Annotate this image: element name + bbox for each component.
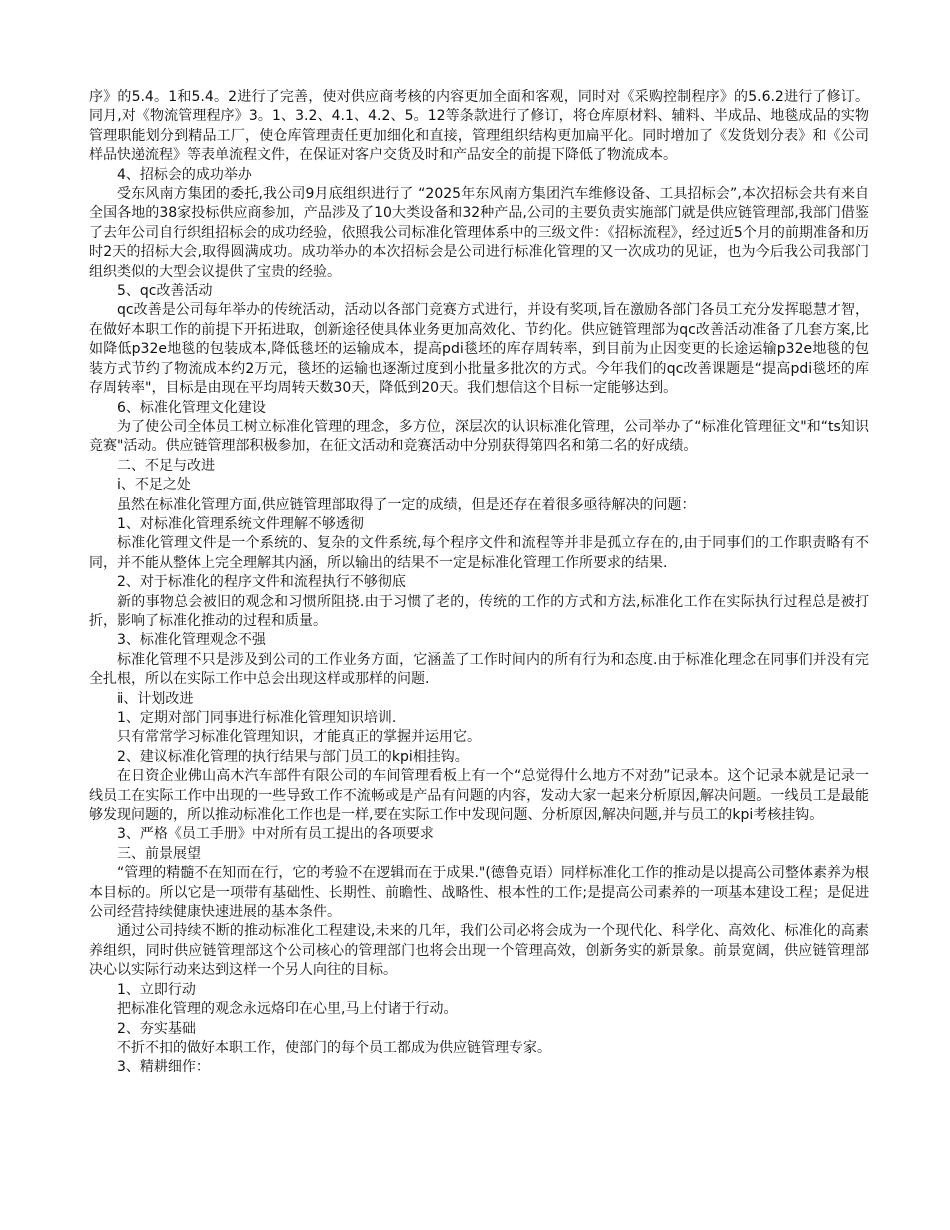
paragraph: 序》的5.4。1和5.4。2进行了完善，使对供应商考核的内容更加全面和客观，同时对《采购控制程序》的5.6.2进行了修订。同月,对《物流管理程序》3。1、3.2、4.1、4.2、5。12等条款进行了修订，将仓库原材料、辅料、半成品、地毯成品的实物管理职能划分到精品工厂，使仓库管理责任更加细化和直接，管理组织结构更加扁平化。同时增加了《发货划分表》和《公司样品快递流程》等表单流程文件，在保证对客户交货及时和产品安全的前提下降低了物流成本。 bbox=[89, 89, 869, 164]
paragraph: 新的事物总会被旧的观念和习惯所阻挠.由于习惯了老的，传统的工作的方式和方法,标准化工作在实际执行过程总是被打折，影响了标准化推动的过程和质量。 bbox=[89, 593, 869, 629]
paragraph: 2、对于标准化的程序文件和流程执行不够彻底 bbox=[117, 574, 406, 591]
paragraph: 标准化管理文件是一个系统的、复杂的文件系统,每个程序文件和流程等并非是孤立存在的,由于同事们的工作职责略有不同，并不能从整体上完全理解其内涵，所以输出的结果不一定是标准化管理工作所要求的结果. bbox=[89, 535, 869, 571]
paragraph: 1、对标准化管理系统文件理解不够透彻 bbox=[117, 515, 364, 532]
paragraph: 把标准化管理的观念永远烙印在心里,马上付诸于行动。 bbox=[117, 1001, 458, 1018]
paragraph: 三、前景展望 bbox=[117, 845, 201, 862]
paragraph: 不折不扣的做好本职工作，使部门的每个员工都成为供应链管理专家。 bbox=[117, 1039, 551, 1056]
paragraph: 5、qc改善活动 bbox=[117, 283, 213, 300]
paragraph: 受东风南方集团的委托,我公司9月底组织进行了 “2025年东风南方集团汽车维修设备、工具招标会”,本次招标会共有来自全国各地的38家投标供应商参加，产品涉及了10大类设备和32种产品,公司的主要负责实施部门就是供应链管理部,我部门借鉴了去年公司自行织组招标会的成功经验，依照我公司标准化管理体系中的三级文件：《招标流程》，经过近5个月的前期准备和历时2天的招标大会,取得圆满成功。成功举办的本次招标会是公司进行标准化管理的又一次成功的见证，也为今后我公司我部门组织类似的大型会议提供了宝贵的经验。 bbox=[89, 186, 869, 280]
paragraph: 只有常常学习标准化管理知识，才能真正的掌握并运用它。 bbox=[117, 729, 481, 746]
paragraph: 3、标准化管理观念不强 bbox=[117, 632, 266, 649]
paragraph: qc改善是公司每年举办的传统活动，活动以各部门竞赛方式进行，并设有奖项,旨在激励各部门各员工充分发挥聪慧才智，在做好本职工作的前提下开拓进取，创新途径使具体业务更加高效化、节约化。供应链管理部为qc改善活动准备了几套方案,比如降低p32e地毯的包装成本,降低毯坯的运输成本，提高pdi毯坯的库存周转率，到目前为止因变更的长途运输p32e地毯的包装方式节约了物流成本约2万元，毯坯的运输也逐渐过度到小批量多批次的方式。今年我们的qc改善课题是“提高pdi毯坯的库存周转率"，目标是由现在平均周转天数30天，降低到20天。我们想信这个目标一定能够达到。 bbox=[89, 302, 869, 397]
document-body bbox=[89, 88, 869, 1078]
paragraph: 为了使公司全体员工树立标准化管理的理念，多方位，深层次的认识标准化管理，公司举办了“标准化管理征文"和“ts知识竞赛"活动。供应链管理部积极参加，在征文活动和竞赛活动中分别获得第四名和第二名的好成绩。 bbox=[89, 418, 869, 455]
paragraph: 2、建议标准化管理的执行结果与部门员工的kpi相挂钩。 bbox=[117, 748, 469, 765]
paragraph: 在日资企业佛山高木汽车部件有限公司的车间管理看板上有一个“总觉得什么地方不对劲”记录本。这个记录本就是记录一线员工在实际工作中出现的一些导致工作不流畅或是产品有问题的内容，发动大家一起来分析原因,解决问题。一线员工是最能够发现问题的，所以推动标准化工作也是一样,要在实际工作中发现问题、分析原因,解决问题,并与员工的kpi考核挂钩。 bbox=[89, 768, 869, 824]
paragraph: 2、夯实基础 bbox=[117, 1020, 196, 1037]
paragraph: 二、不足与改进 bbox=[117, 457, 215, 474]
paragraph: ⅱ、计划改进 bbox=[117, 690, 194, 707]
paragraph: 3、精耕细作： bbox=[117, 1059, 210, 1076]
paragraph: 4、招标会的成功举办 bbox=[117, 166, 252, 183]
paragraph: ⅰ、不足之处 bbox=[117, 477, 191, 494]
paragraph: 1、定期对部门同事进行标准化管理知识培训. bbox=[117, 710, 397, 726]
paragraph: 3、严格《员工手册》中对所有员工提出的各项要求 bbox=[117, 826, 434, 843]
paragraph: 虽然在标准化管理方面,供应链管理部取得了一定的成绩，但是还存在着很多亟待解决的问题： bbox=[117, 496, 696, 513]
paragraph: “管理的精髓不在知而在行，它的考验不在逻辑而在于成果."(德鲁克语）同样标准化工作的推动是以提高公司整体素养为根本目标的。所以它是一项带有基础性、长期性、前瞻性、战略性、根本性的工作;是提高公司素养的一项基本建设工程；是促进公司经营持续健康快速进展的基本条件。 bbox=[89, 865, 869, 921]
paragraph: 6、标准化管理文化建设 bbox=[117, 399, 266, 416]
paragraph: 通过公司持续不断的推动标准化工程建设,未来的几年，我们公司必将会成为一个现代化、科学化、高效化、标准化的高素养组织，同时供应链管理部这个公司核心的管理部门也将会出现一个管理高效，创新务实的新景象。前景宽阔，供应链管理部决心以实际行动来达到这样一个另人向往的目标。 bbox=[89, 923, 869, 979]
paragraph: 1、立即行动 bbox=[117, 981, 196, 998]
paragraph: 标准化管理不只是涉及到公司的工作业务方面，它涵盖了工作时间内的所有行为和态度.由于标准化理念在同事们并没有完全扎根，所以在实际工作中总会出现这样或那样的问题. bbox=[89, 651, 869, 688]
